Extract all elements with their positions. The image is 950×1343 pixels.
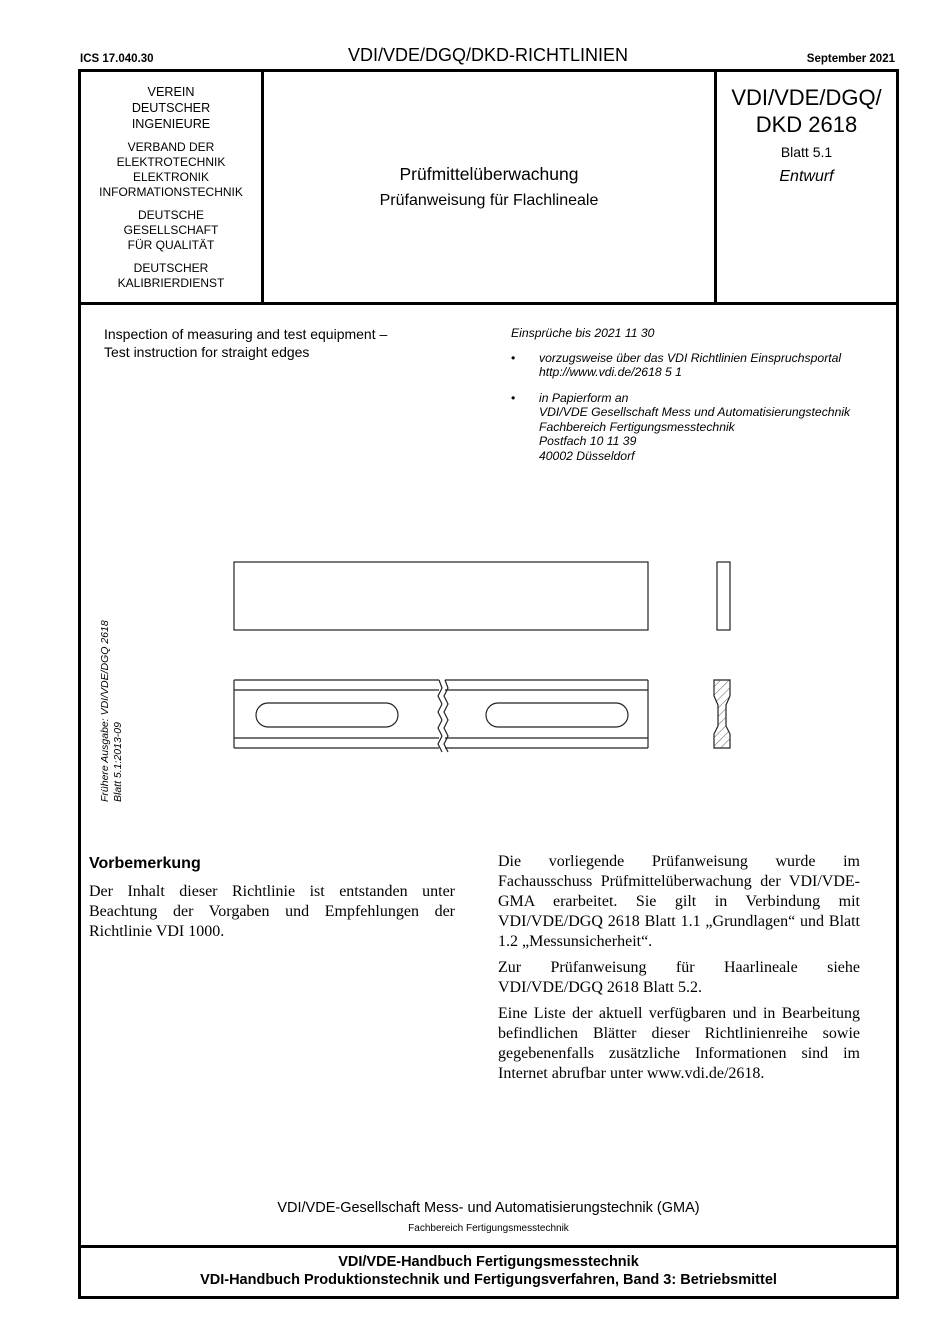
org-line: DEUTSCHER bbox=[133, 261, 209, 275]
ruler-end-view bbox=[717, 562, 730, 630]
previous-edition bbox=[99, 602, 125, 802]
org-line: INGENIEURE bbox=[131, 117, 211, 131]
preface-paragraph: Zur Prüfanweisung für Haarlineale siehe VDI/VDE/DGQ 2618 Blatt 5.2. bbox=[498, 959, 860, 996]
objections-heading: Einsprüche bis 2021 11 30 bbox=[511, 326, 655, 340]
ruler-top-view bbox=[234, 562, 648, 630]
previous-edition-line: Blatt 5.1:2013-09 bbox=[112, 722, 124, 802]
division-name: Fachbereich Fertigungsmesstechnik bbox=[408, 1223, 569, 1234]
objection-line: vorzugsweise über das VDI Richtlinien Einspruchsportal bbox=[539, 350, 842, 365]
org-line: DEUTSCHE bbox=[137, 208, 204, 222]
title-sub: Prüfanweisung für Flachlineale bbox=[379, 192, 599, 209]
bullet-icon: • bbox=[511, 350, 516, 365]
publication-date: September 2021 bbox=[806, 53, 895, 65]
org-line: VEREIN bbox=[147, 85, 195, 99]
objection-line: in Papierform an bbox=[539, 390, 629, 405]
preface-paragraph: Eine Liste der aktuell verfügbaren und in Bearbeitung befindlichen Blätter dieser Richtlinienreihe sowie gegebenenfalls zusätzliche Informationen sind im Internet abrufbar unter www.vdi.de/2618. bbox=[498, 1005, 860, 1082]
divider bbox=[81, 1245, 896, 1248]
english-title-line: Inspection of measuring and test equipment – bbox=[104, 326, 388, 342]
english-title-line: Test instruction for straight edges bbox=[104, 344, 310, 360]
preface-heading: Vorbemerkung bbox=[89, 855, 201, 872]
org-line: VERBAND DER bbox=[127, 140, 215, 154]
objection-line: Fachbereich Fertigungsmesstechnik bbox=[539, 419, 735, 434]
org-line: GESELLSCHAFT bbox=[123, 223, 219, 237]
preface-text: Der Inhalt dieser Richtlinie ist entstanden unter Beachtung der Vorgaben und Empfehlungen der Richtlinie VDI 1000. bbox=[89, 883, 455, 940]
handbook-line: VDI/VDE-Handbuch Fertigungsmesstechnik bbox=[338, 1254, 639, 1270]
straight-edge-drawing bbox=[81, 72, 896, 852]
page-frame bbox=[78, 69, 899, 1299]
ruler-front-view bbox=[234, 680, 648, 752]
handbook-line: VDI-Handbuch Produktionstechnik und Fertigungsverfahren, Band 3: Betriebsmittel bbox=[200, 1272, 777, 1288]
ics-code: ICS 17.040.30 bbox=[80, 53, 154, 65]
society-name: VDI/VDE-Gesellschaft Mess- und Automatisierungstechnik (GMA) bbox=[277, 1200, 700, 1216]
org-line: FÜR QUALITÄT bbox=[127, 238, 215, 252]
top-header bbox=[78, 47, 897, 71]
objection-line: VDI/VDE Gesellschaft Mess und Automatisierungstechnik bbox=[539, 405, 851, 419]
previous-edition-line: Frühere Ausgabe: VDI/VDE/DGQ 2618 bbox=[99, 620, 111, 802]
org-line: INFORMATIONSTECHNIK bbox=[99, 185, 243, 199]
sheet-number: Blatt 5.1 bbox=[780, 144, 833, 160]
org-line: ELEKTROTECHNIK bbox=[116, 155, 226, 169]
org-line: ELEKTRONIK bbox=[132, 170, 210, 184]
org-line: DEUTSCHER bbox=[131, 101, 211, 115]
docno-line1: VDI/VDE/DGQ/ bbox=[731, 85, 882, 110]
series-title: VDI/VDE/DGQ/DKD-RICHTLINIEN bbox=[347, 45, 629, 65]
title-main: Prüfmittelüberwachung bbox=[399, 164, 579, 184]
objection-line: Postfach 10 11 39 bbox=[539, 434, 637, 448]
objection-line: 40002 Düsseldorf bbox=[539, 448, 635, 463]
preface-right bbox=[498, 852, 860, 1090]
bullet-icon: • bbox=[511, 390, 516, 405]
handbooks bbox=[81, 1253, 896, 1289]
portal-link[interactable]: http://www.vdi.de/2618 5 1 bbox=[539, 365, 682, 379]
preface-left bbox=[89, 854, 455, 942]
draft-status: Entwurf bbox=[779, 168, 834, 185]
docno-line2: DKD 2618 bbox=[755, 112, 858, 137]
ruler-cross-section bbox=[714, 680, 730, 748]
org-line: KALIBRIERDIENST bbox=[117, 276, 225, 290]
preface-paragraph: Die vorliegende Prüfanweisung wurde im Fachausschuss Prüfmittelüberwachung der VDI/VDE-GMA erarbeitet. Sie gilt in Verbindung mit VDI/VDE/DGQ 2618 Blatt 1.1 „Grundlagen“ und Blatt 1.2 „Messunsicherheit“. bbox=[498, 853, 860, 950]
